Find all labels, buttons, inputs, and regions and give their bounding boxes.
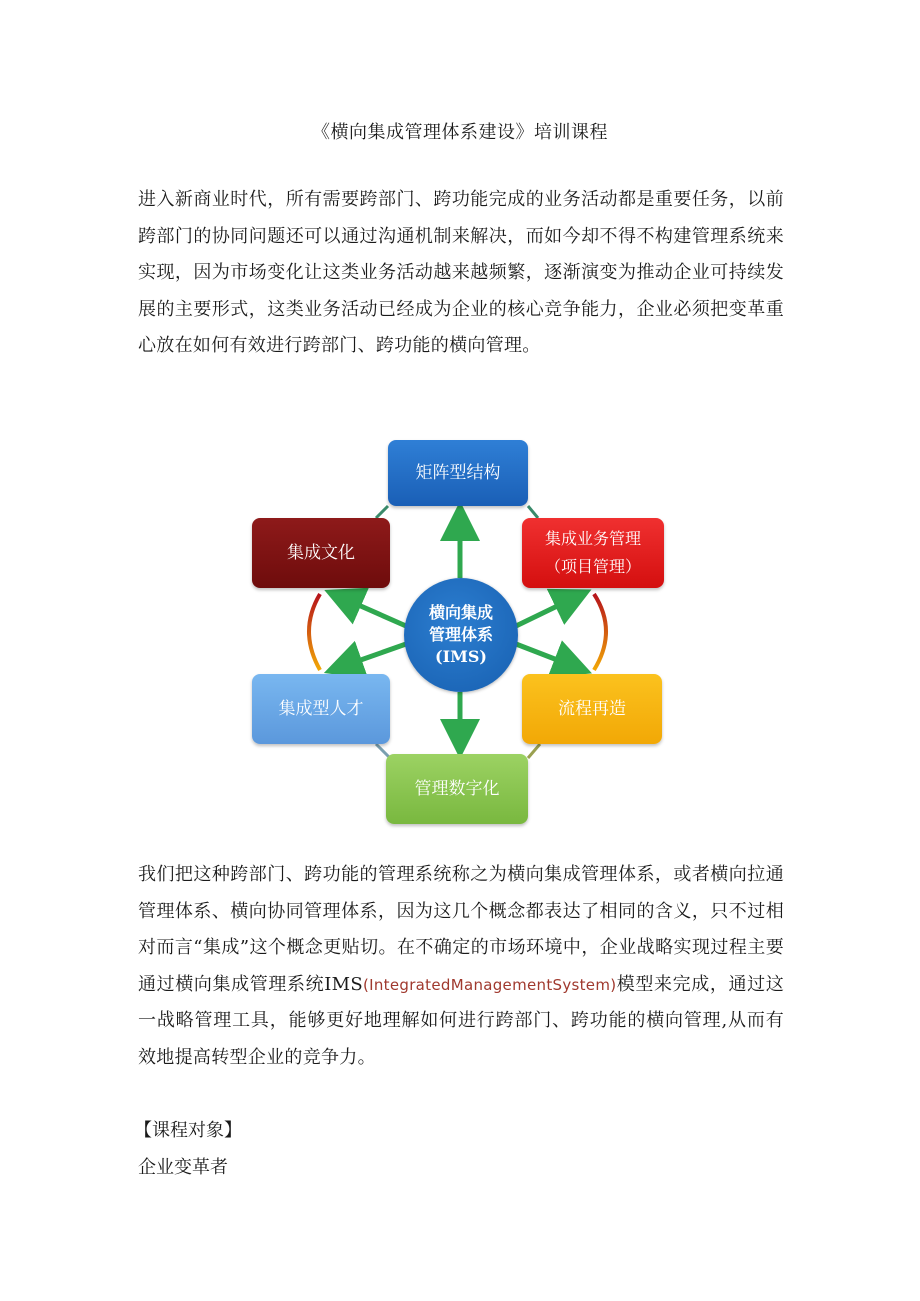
ims-paragraph [138, 857, 784, 1076]
matrix-structure-label: 矩阵型结构 [415, 463, 501, 483]
course-audience-value: 企业变革者 [138, 1157, 228, 1178]
right-arc [594, 594, 606, 670]
process-reengineering-box [522, 674, 662, 744]
ims-english-term: (IntegratedManagementSystem) [363, 975, 617, 994]
center-line-3: (IMS) [435, 647, 487, 666]
integrated-business-label: 集成业务管理 [544, 529, 641, 548]
ims-center-circle [404, 578, 518, 692]
ims-paragraph-part2: 模型来完成，通过这一战略管理工具，能够更好地理解如何进行跨部门、跨功能的横向管理,从而有效地提高转型企业的竞争力。 [138, 973, 784, 1068]
document-title: 《横向集成管理体系建设》培训课程 [312, 122, 608, 143]
arrow-upper-right [516, 596, 578, 626]
ims-diagram [248, 436, 668, 828]
management-digitalization-label: 管理数字化 [414, 779, 500, 799]
integrated-talent-box [252, 674, 390, 744]
left-arc [309, 594, 320, 670]
arrow-upper-left [338, 596, 406, 626]
matrix-structure-box [388, 440, 528, 506]
integrated-talent-label: 集成型人才 [278, 699, 364, 719]
integrated-business-box [522, 518, 664, 588]
center-line-1: 横向集成 [428, 603, 493, 622]
arrow-lower-right [516, 644, 578, 668]
course-audience-heading: 【课程对象】 [134, 1120, 242, 1141]
process-reengineering-label: 流程再造 [558, 699, 626, 719]
project-management-label: （项目管理） [544, 557, 641, 576]
integrated-culture-box [252, 518, 390, 588]
arrow-lower-left [338, 644, 406, 668]
intro-paragraph: 进入新商业时代，所有需要跨部门、跨功能完成的业务活动都是重要任务，以前跨部门的协同问题还可以通过沟通机制来解决，而如今却不得不构建管理系统来实现，因为市场变化让这类业务活动越来越频繁，逐渐演变为推动企业可持续发展的主要形式，这类业务活动已经成为企业的核心竞争能力，企业必须把变革重心放在如何有效进行跨部门、跨功能的横向管理。 [138, 189, 784, 356]
ims-paragraph-part1: 我们把这种跨部门、跨功能的管理系统称之为横向集成管理体系，或者横向拉通管理体系、横向协同管理体系，因为这几个概念都表达了相同的含义，只不过相对而言“集成”这个概念更贴切。在不确定的市场环境中，企业战略实现过程主要通过横向集成管理系统IMS [138, 864, 784, 995]
integrated-culture-label: 集成文化 [287, 543, 355, 563]
center-line-2: 管理体系 [428, 625, 493, 644]
management-digitalization-box [386, 754, 528, 824]
